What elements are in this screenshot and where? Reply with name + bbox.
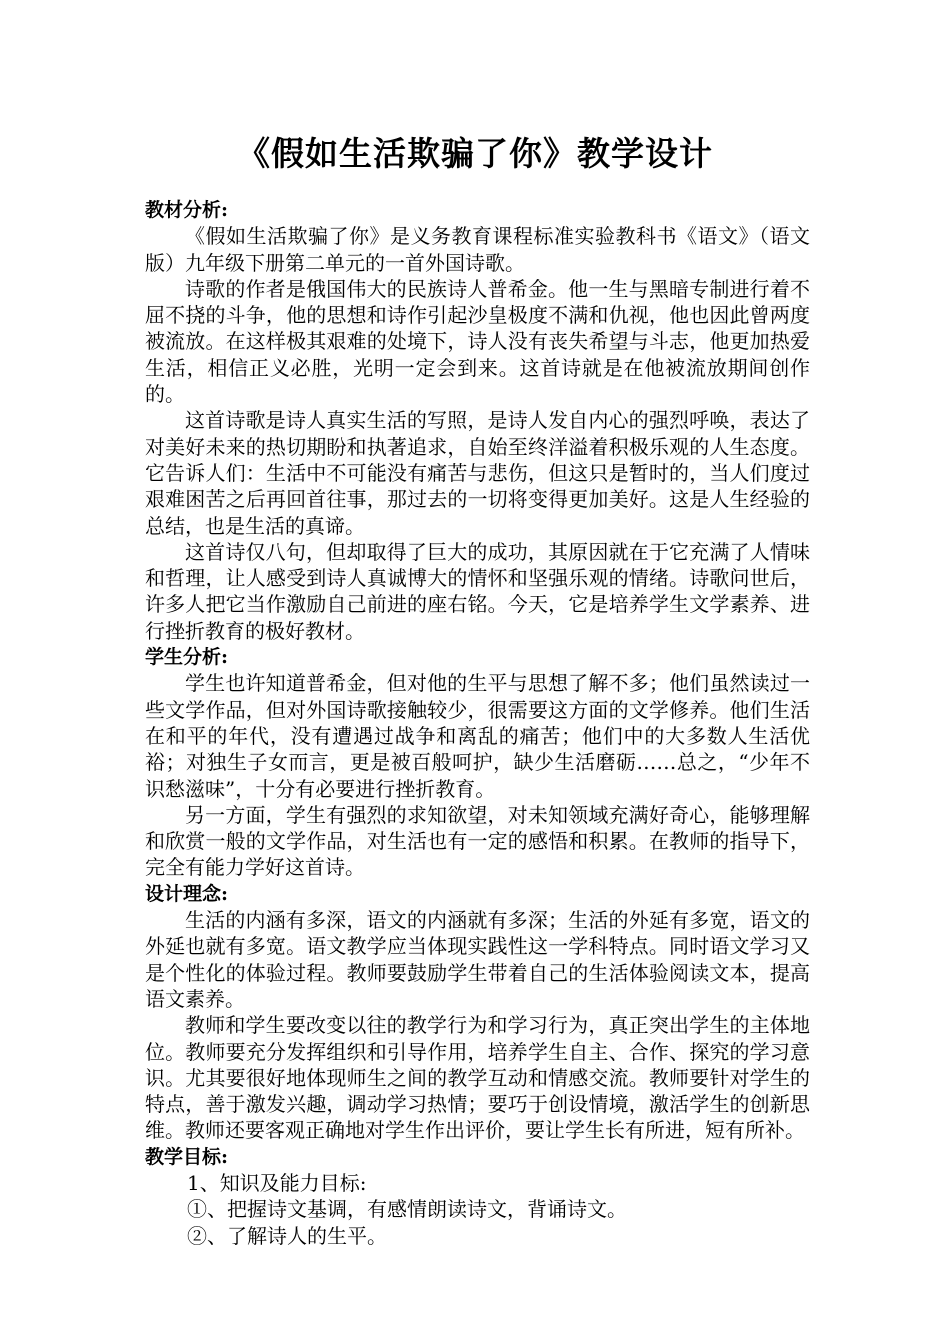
paragraph: 这首诗歌是诗人真实生活的写照，是诗人发自内心的强烈呼唤，表达了对美好未来的热切期盼和执著追求，自始至终洋溢着积极乐观的人生态度。它告诉人们：生活中不可能没有痛苦与悲伤，但这只是暂时的，当人们度过艰难困苦之后再回首往事，那过去的一切将变得更加美好。这是人生经验的总结，也是生活的真谛。 xyxy=(145,408,810,538)
section-heading: 设计理念: xyxy=(145,882,229,905)
goal-item: 1、知识及能力目标: xyxy=(187,1170,367,1195)
document-title: 《假如生活欺骗了你》教学设计 xyxy=(237,134,713,173)
section-teaching-goals xyxy=(145,1144,810,1249)
section-design-concept xyxy=(145,881,810,1144)
paragraph: 这首诗仅八句，但却取得了巨大的成功，其原因就在于它充满了人情味和哲理，让人感受到诗人真诚博大的情怀和坚强乐观的情绪。诗歌问世后，许多人把它当作激励自己前进的座右铭。今天，它是培养学生文学素养、进行挫折教育的极好教材。 xyxy=(145,539,810,643)
document-body xyxy=(145,197,810,1249)
paragraph: 生活的内涵有多深，语文的内涵就有多深；生活的外延有多宽，语文的外延也就有多宽。语文教学应当体现实践性这一学科特点。同时语文学习又是个性化的体验过程。教师要鼓励学生带着自己的生活体验阅读文本，提高语文素养。 xyxy=(145,908,810,1011)
paragraph: 《假如生活欺骗了你》是义务教育课程标准实验教科书《语文》（语文版）九年级下册第二单元的一首外国诗歌。 xyxy=(145,224,810,275)
section-textbook-analysis xyxy=(145,197,810,644)
paragraph: 另一方面，学生有强烈的求知欲望，对未知领域充满好奇心，能够理解和欣赏一般的文学作品，对生活也有一定的感悟和积累。在教师的指导下，完全有能力学好这首诗。 xyxy=(145,802,810,880)
section-heading: 学生分析: xyxy=(145,646,229,669)
goal-item: ①、把握诗文基调，有感情朗读诗文，背诵诗文。 xyxy=(187,1197,627,1222)
section-student-analysis xyxy=(145,644,810,881)
goal-item: ②、了解诗人的生平。 xyxy=(187,1223,387,1248)
paragraph: 学生也许知道普希金，但对他的生平与思想了解不多；他们虽然读过一些文学作品，但对外国诗歌接触较少，很需要这方面的文学修养。他们生活在和平的年代，没有遭遇过战争和离乱的痛苦；他们中的大多数人生活优裕；对独生子女而言，更是被百般呵护，缺少生活磨砺……总之，“少年不识愁滋味”，十分有必要进行挫折教育。 xyxy=(145,671,810,801)
paragraph: 教师和学生要改变以往的教学行为和学习行为，真正突出学生的主体地位。教师要充分发挥组织和引导作用，培养学生自主、合作、探究的学习意识。尤其要很好地体现师生之间的教学互动和情感交流。教师要针对学生的特点，善于激发兴趣，调动学习热情；要巧于创设情境，激活学生的创新思维。教师还要客观正确地对学生作出评价，要让学生长有所进，短有所补。 xyxy=(145,1013,810,1143)
section-heading: 教学目标: xyxy=(145,1145,229,1168)
paragraph: 诗歌的作者是俄国伟大的民族诗人普希金。他一生与黑暗专制进行着不屈不挠的斗争，他的思想和诗作引起沙皇极度不满和仇视，他也因此曾两度被流放。在这样极其艰难的处境下，诗人没有丧失希望与斗志，他更加热爱生活，相信正义必胜，光明一定会到来。这首诗就是在他被流放期间创作的。 xyxy=(145,276,810,407)
section-heading: 教材分析: xyxy=(145,199,229,221)
